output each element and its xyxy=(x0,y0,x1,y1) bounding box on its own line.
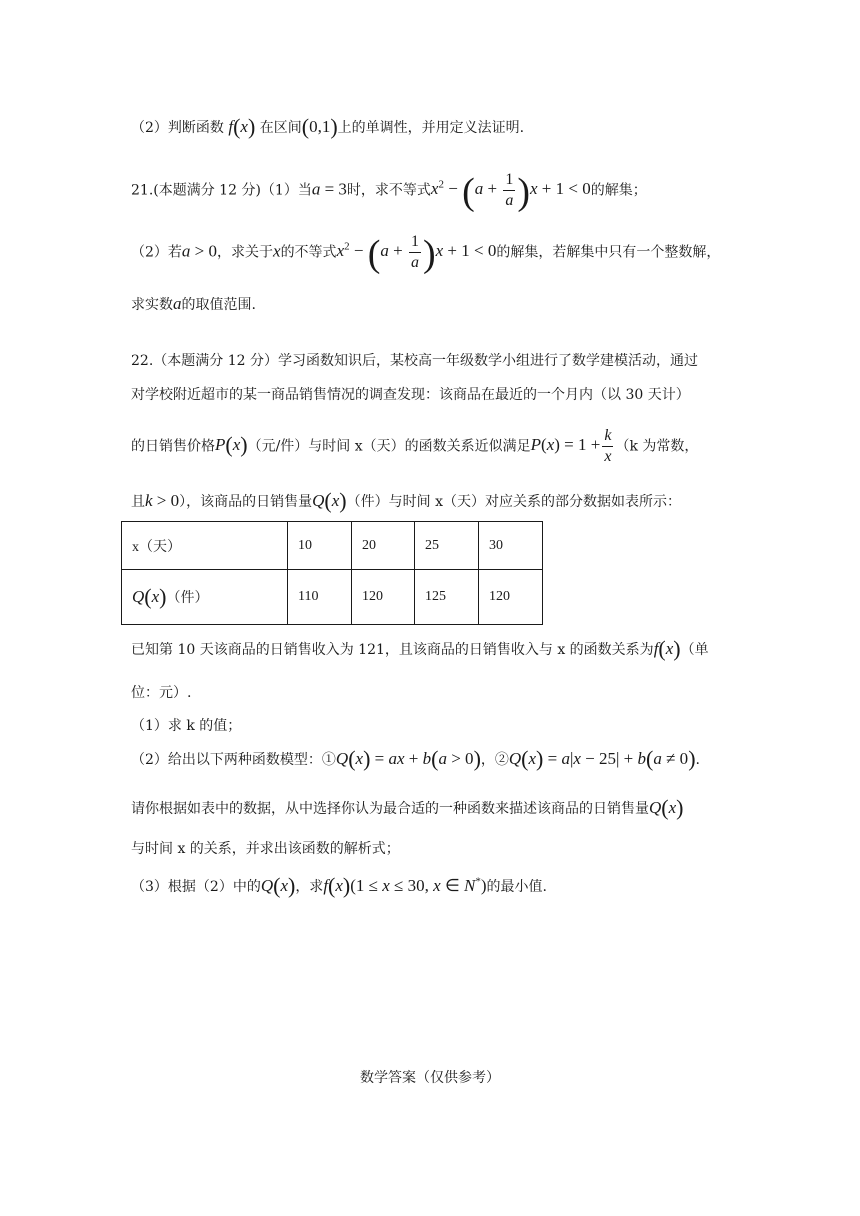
q20-part2-text-b: 在区间 xyxy=(259,120,302,136)
math-interval-0-1: (0,1) xyxy=(301,114,338,139)
q22-after-line2 xyxy=(131,682,191,702)
q22-part3-line xyxy=(131,873,547,899)
q22-intro-line2 xyxy=(131,384,690,404)
q22-after-1a: 已知第 10 天该商品的日销售收入为 121，且该商品的日销售收入与 x 的函数关系为 xyxy=(131,642,654,658)
q22-part1: （1）求 k 的值； xyxy=(131,718,242,734)
math-p-of-x: P(x) xyxy=(215,432,248,458)
q20-part2-text-a: （2）判断函数 xyxy=(131,120,229,136)
table-cell-label-q xyxy=(122,570,288,625)
q22-part2-line3-text: 与时间 x 的关系，并求出该函数的解析式； xyxy=(131,841,400,857)
table-cell: 120 xyxy=(479,570,543,625)
q21-part2-text-b: ，求关于 xyxy=(217,244,274,261)
table-cell-label-x: x（天） xyxy=(122,522,288,570)
table-row-x xyxy=(122,522,543,570)
math-a-positive: a > 0 xyxy=(181,241,218,261)
q21-number: 21. xyxy=(131,182,154,199)
page-footer: 数学答案（仅供参考） xyxy=(360,1070,500,1086)
table-cell: 20 xyxy=(352,522,415,570)
math-q-of-x: Q(x) xyxy=(649,795,684,820)
q21-part1-line xyxy=(131,170,647,214)
table-cell: 120 xyxy=(352,570,415,625)
q22-intro-line3 xyxy=(131,426,698,467)
q22-part2-line1 xyxy=(131,746,700,772)
q21-part1-text-a: （1）当 xyxy=(260,182,312,199)
q21-part2-line xyxy=(131,232,720,276)
math-q-of-x: Q(x) xyxy=(132,584,167,609)
math-model-2: Q(x) = a|x − 25| + b(a ≠ 0) xyxy=(508,746,696,771)
math-q-of-x: Q(x) xyxy=(312,488,347,513)
q21-part2-line2 xyxy=(131,294,256,314)
q22-intro-line4 xyxy=(131,488,681,514)
q22-part2-b: ，② xyxy=(480,752,509,768)
math-inequality-2: $x^2 - (a$ + $\frac{1}{a}$ )x + 1 < 0 xyxy=(336,233,497,276)
math-a-equals-3: a = 3 xyxy=(311,179,347,199)
math-x: x xyxy=(273,241,281,261)
q21-part2-text-e: 求实数 xyxy=(131,297,173,313)
math-price-formula: P(x) = 1 + $\frac{k}{x}$ xyxy=(530,427,612,465)
q22-intro-line1 xyxy=(131,350,698,370)
table-cell: 25 xyxy=(415,522,479,570)
table-cell: 30 xyxy=(479,522,543,570)
q21-part2-text-a: （2）若 xyxy=(131,244,182,261)
table-cell: 125 xyxy=(415,570,479,625)
q22-part3-b: ，求 xyxy=(295,879,324,895)
table-row-q xyxy=(122,570,543,625)
q22-after-2: 位：元）. xyxy=(131,685,192,701)
q22-part3-c: 的最小值. xyxy=(486,879,547,895)
q22-intro-4c: （件）与时间 x（天）对应关系的部分数据如表所示： xyxy=(346,494,681,510)
math-f-domain: f(x)(1 ≤ x ≤ 30, x ∈ N*) xyxy=(323,873,487,898)
q22-intro-3c: （k 为常数， xyxy=(615,438,699,455)
q22-intro-2: 对学校附近超市的某一商品销售情况的调查发现：该商品在最近的一个月内（以 30 天计） xyxy=(131,387,690,403)
q22-intro-1: 学习函数知识后，某校高一年级数学小组进行了数学建模活动，通过 xyxy=(277,353,698,369)
q22-after-line1 xyxy=(131,636,709,662)
q22-part3-a: （3）根据（2）中的 xyxy=(131,879,261,895)
q21-part2-text-c: 的不等式 xyxy=(280,244,337,261)
math-inequality-1: $x^2 - (a$ + $\frac{1}{a}$ )x + 1 < 0 xyxy=(430,171,591,214)
table-label-unit: （件） xyxy=(166,591,209,606)
q22-intro-4b: ），该商品的日销售量 xyxy=(179,494,313,510)
q22-part2-a: （2）给出以下两种函数模型：① xyxy=(131,752,336,768)
q22-number: 22. xyxy=(131,353,154,369)
q22-header: （本题满分 12 分） xyxy=(153,353,278,369)
math-f-of-x: f(x) xyxy=(653,636,681,661)
table-cell: 10 xyxy=(288,522,352,570)
q21-header: (本题满分 12 分) xyxy=(153,182,261,199)
q20-part2-line xyxy=(131,114,524,140)
q22-intro-3b: （元/件）与时间 x（天）的函数关系近似满足 xyxy=(247,438,531,455)
q20-part2-text-c: 上的单调性，并用定义法证明. xyxy=(337,120,525,136)
math-a: a xyxy=(173,294,182,313)
math-f-of-x: f(x) xyxy=(228,114,256,139)
math-model-1: Q(x) = ax + b(a > 0) xyxy=(335,746,481,771)
math-k-positive: k > 0 xyxy=(145,491,180,510)
q22-part2-line2 xyxy=(131,795,683,821)
q21-part1-text-c: 的解集； xyxy=(590,182,647,199)
table-cell: 110 xyxy=(288,570,352,625)
q22-part2-c: . xyxy=(695,752,700,768)
q21-part1-text-b: 时，求不等式 xyxy=(346,182,431,199)
q22-after-1b: （单 xyxy=(680,642,709,658)
q22-part1-line xyxy=(131,715,241,735)
q21-part2-text-d: 的解集，若解集中只有一个整数解， xyxy=(496,244,721,261)
q22-intro-4a: 且 xyxy=(131,494,145,510)
q22-part2-line2a: 请你根据如表中的数据，从中选择你认为最合适的一种函数来描述该商品的日销售量 xyxy=(131,801,649,817)
math-q-of-x: Q(x) xyxy=(260,873,296,898)
sales-data-table xyxy=(121,521,543,625)
q21-part2-text-f: 的取值范围. xyxy=(181,297,256,313)
q22-intro-3a: 的日销售价格 xyxy=(131,438,215,455)
q22-part2-line3 xyxy=(131,838,400,858)
